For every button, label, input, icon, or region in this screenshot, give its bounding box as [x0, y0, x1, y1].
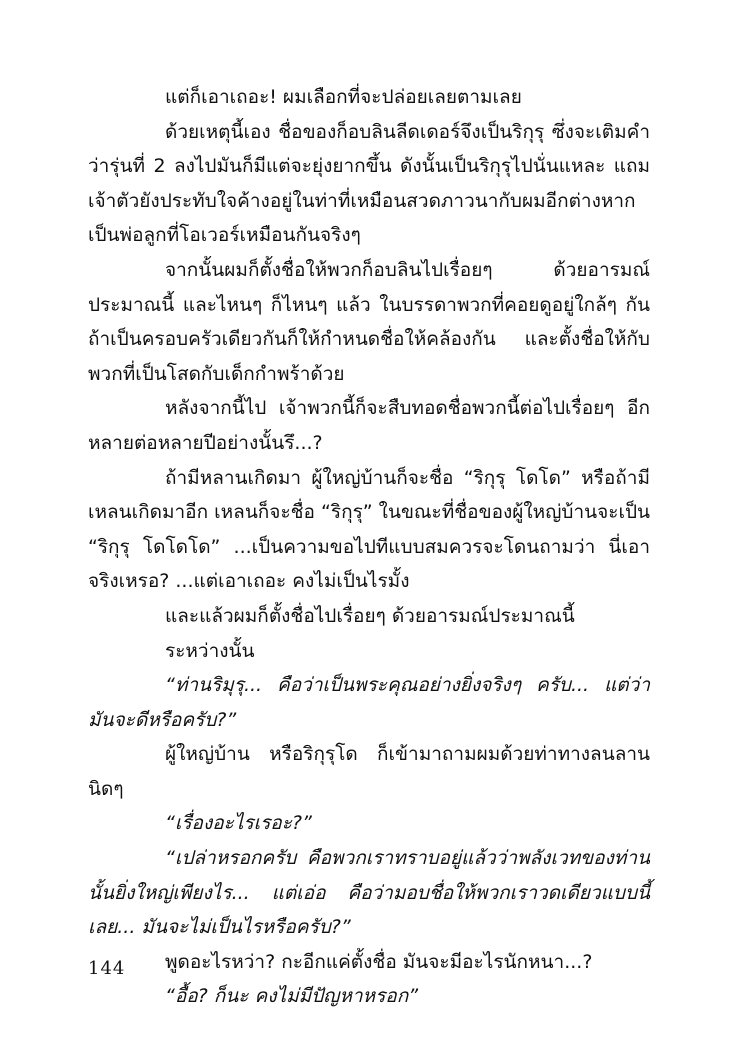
narration-paragraph: จากนั้นผมก็ตั้งชื่อให้พวกก็อบลินไปเรื่อยๆ ด้วยอารมณ์ประมาณนี้ และไหนๆ ก็ไหนๆ แล้ว ในบรรดาพวกที่คอยดูอยู่ใกล้ๆ กัน ถ้าเป็นครอบครัวเดียวกันก็ให้กำหนดชื่อให้คล้องกัน และตั้งชื่อให้กับพวกที่เป็นโสดกับเด็กกำพร้าด้วย	[88, 258, 650, 385]
narration-paragraph: ผู้ใหญ่บ้าน หรือริกุรุโด ก็เข้ามาถามผมด้วยท่าทางลนลานนิดๆ	[88, 743, 650, 800]
dialogue-paragraph: “เรื่องอะไรเรอะ?”	[165, 812, 312, 835]
page-number: 144	[88, 958, 126, 979]
narration-paragraph: ด้วยเหตุนี้เอง ชื่อของก็อบลินลีดเดอร์จึงเป็นริกุรุ ซึ่งจะเติมคำว่ารุ่นที่ 2 ลงไปมันก็มีแต่จะยุ่งยากขึ้น ดังนั้นเป็นริกุรุไปนั่นแหละ แถมเจ้าตัวยังประทับใจค้างอยู่ในท่าที่เหมือนสวดภาวนากับผมอีกต่างหาก เป็นพ่อลูกที่โอเวอร์เหมือนกันจริงๆ	[88, 120, 650, 247]
dialogue-paragraph: “เปล่าหรอกครับ คือพวกเราทราบอยู่แล้วว่าพลังเวทของท่านนั้นยิ่งใหญ่เพียงไร... แต่เอ่อ คือว่ามอบชื่อให้พวกเราวดเดียวแบบนี้เลย... มันจะไม่เป็นไรหรือครับ?”	[88, 847, 650, 939]
narration-paragraph: และแล้วผมก็ตั้งชื่อไปเรื่อยๆ ด้วยอารมณ์ประมาณนี้	[165, 604, 575, 627]
dialogue-paragraph: “ท่านริมุรุ... คือว่าเป็นพระคุณอย่างยิ่งจริงๆ ครับ... แต่ว่า มันจะดีหรือครับ?”	[88, 674, 650, 731]
narration-paragraph: ถ้ามีหลานเกิดมา ผู้ใหญ่บ้านก็จะชื่อ “ริกุรุ โดโด” หรือถ้ามีเหลนเกิดมาอีก เหลนก็จะชื่อ “ริกุรุ” ในขณะที่ชื่อของผู้ใหญ่บ้านจะเป็น “ริกุรุ โดโดโด” ...เป็นความขอไปทีแบบสมควรจะโดนถามว่า นี่เอาจริงเหรอ? ...แต่เอาเถอะ คงไม่เป็นไรมั้ง	[88, 466, 650, 593]
narration-paragraph: ระหว่างนั้น	[165, 639, 255, 662]
narration-paragraph: หลังจากนี้ไป เจ้าพวกนี้ก็จะสืบทอดชื่อพวกนี้ต่อไปเรื่อยๆ อีกหลายต่อหลายปีอย่างนั้นรึ...?	[88, 397, 650, 454]
dialogue-paragraph: “อื้อ? ก็นะ คงไม่มีปัญหาหรอก”	[165, 985, 419, 1008]
narration-paragraph: แต่ก็เอาเถอะ! ผมเลือกที่จะปล่อยเลยตามเลย	[165, 86, 522, 108]
body-text	[88, 80, 650, 1014]
narration-paragraph: พูดอะไรหว่า? กะอีกแค่ตั้งชื่อ มันจะมีอะไรนักหนา...?	[165, 950, 593, 973]
